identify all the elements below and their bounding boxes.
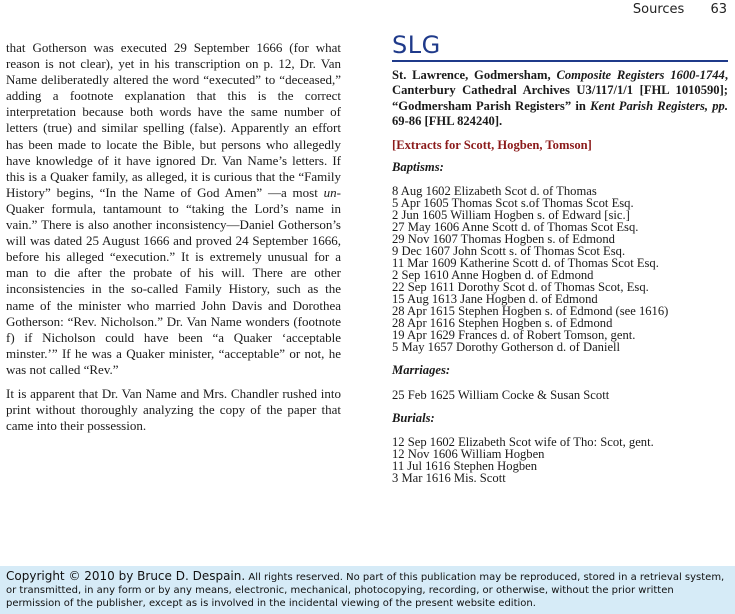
register-entry: 15 Aug 1613 Jane Hogben d. of Edmond — [392, 292, 598, 307]
source-title-2: Kent Parish Registers, pp. — [590, 98, 728, 113]
register-entry: 11 Mar 1609 Katherine Scott d. of Thomas Scot Esq. — [392, 256, 659, 271]
heading-rule — [392, 60, 728, 62]
register-entry: 11 Jul 1616 Stephen Hogben — [392, 459, 538, 474]
copyright-footer — [0, 566, 735, 614]
register-entry: 25 Feb 1625 William Cocke & Susan Scott — [392, 387, 610, 402]
paragraph-2: It is apparent that Dr. Van Name and Mrs. Chandler rushed into print without thoroughly analyzing the copy of the paper that came into their possession. — [6, 385, 341, 434]
burials-list — [392, 436, 728, 484]
extracts-note: [Extracts for Scott, Hogben, Tomson] — [392, 137, 592, 152]
rights-notice: All rights reserved. No part of this publication may be reproduced, stored in a retrieval system, or transmitted, in any form or by any means, electronic, mechanical, photocopying, recording, or otherwise, without the prior written permission of the publisher, except as is involved in the incidental viewing of the present website edition. — [6, 572, 725, 609]
register-entry: 29 Nov 1607 Thomas Hogben s. of Edmond — [392, 232, 615, 247]
page-number: 63 — [710, 2, 727, 17]
register-entry: 5 May 1657 Dorothy Gotherson d. of Daniell — [392, 340, 621, 355]
copyright-line: Copyright © 2010 by Bruce D. Despain. — [6, 569, 246, 583]
right-column — [392, 31, 728, 494]
register-entry: 22 Sep 1611 Dorothy Scot d. of Thomas Scot, Esq. — [392, 280, 649, 295]
burials-heading: Burials: — [392, 410, 435, 425]
paragraph-1 — [6, 40, 341, 378]
running-head — [611, 2, 727, 17]
register-entry: 27 May 1606 Anne Scott d. of Thomas Scot Esq. — [392, 220, 639, 235]
register-entry: 19 Apr 1629 Frances d. of Robert Tomson, gent. — [392, 328, 636, 343]
paragraph-1-part-1: that Gotherson was executed 29 September 1666 (for what reason is not clear), yet in his transcription on p. 12, Dr. Van Name deliberatedly altered the word “executed” to “deceased,” adding a footnote explanation that this is the correct interpretation because both words have the same number of letters (true) and similar spelling (false). Apparently an effort has been made to locate the Bible, but persons who allegedly have knowledge of it have ignored Dr. Van Name’s letters. If this is a Quaker family, as alleged, it is curious that the “Family History” begins, “In the Name of God Amen” —a most — [6, 40, 341, 200]
marriages-list — [392, 389, 728, 401]
paragraph-1-italic: un — [323, 184, 337, 200]
register-entry: 2 Jun 1605 William Hogben s. of Edward [sic.] — [392, 208, 630, 223]
register-entry: 5 Apr 1605 Thomas Scot s.of Thomas Scot Esq. — [392, 196, 634, 211]
source-middle: , Canterbury Cathedral Archives U3/117/1/1 [FHL 1010590]; “Godmersham Parish Registers” in — [392, 67, 728, 113]
paragraph-1-part-2: -Quaker formula, tantamount to “taking the Lord’s name in vain.” There is also another inconsistency—Daniel Gotherson’s will was dated 25 August 1666 and proved 24 September 1666, before his alleged “execution.” It is extremely unusual for a man to die after the probate of his will. There are other inconsistencies in the so-called Family History, such as the name of the minister who married John Davis and Dorothea Gotherson: “Rev. Nicholson.” Dr. Van Name wonders (footnote f) if Nicholson could have been “a Quaker ‘acceptable minster.’” If he was a Quaker minister, “acceptable” or not, he was not called “Rev.” — [6, 184, 341, 377]
left-column — [6, 40, 341, 442]
register-entry: 2 Sep 1610 Anne Hogben d. of Edmond — [392, 268, 594, 283]
marriages-heading: Marriages: — [392, 363, 451, 378]
register-entry: 3 Mar 1616 Mis. Scott — [392, 471, 506, 486]
register-entry: 8 Aug 1602 Elizabeth Scot d. of Thomas — [392, 184, 597, 199]
section-title: Sources — [632, 2, 685, 17]
baptisms-list — [392, 185, 728, 353]
source-citation — [392, 68, 728, 130]
baptisms-heading: Baptisms: — [392, 159, 444, 174]
register-entry: 9 Dec 1607 John Scott s. of Thomas Scot Esq. — [392, 244, 626, 259]
section-heading: SLG — [392, 31, 441, 59]
register-entry: 12 Sep 1602 Elizabeth Scot wife of Tho: Scot, gent. — [392, 435, 654, 450]
source-title-1: Composite Registers 1600-1744 — [556, 67, 725, 82]
register-entry: 28 Apr 1616 Stephen Hogben s. of Edmond — [392, 316, 613, 331]
register-entry: 12 Nov 1606 William Hogben — [392, 447, 545, 462]
register-entry: 28 Apr 1615 Stephen Hogben s. of Edmond (see 1616) — [392, 304, 669, 319]
source-place: St. Lawrence, Godmersham, — [392, 67, 557, 82]
source-end: 69-86 [FHL 824240]. — [392, 114, 503, 129]
